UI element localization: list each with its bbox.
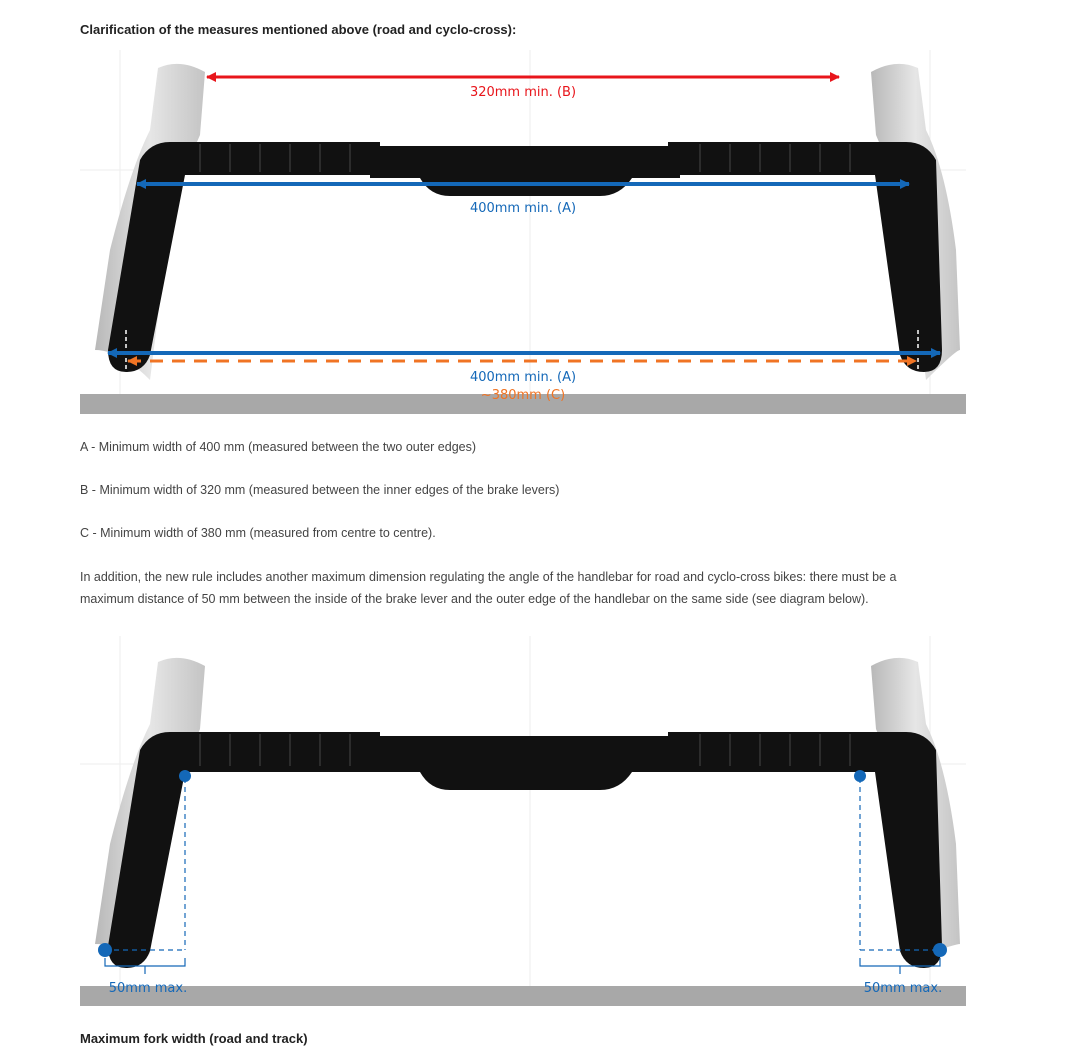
- handlebar-tops-icon: [370, 146, 680, 196]
- body-paragraph: In addition, the new rule includes another maximum dimension regulating the angle of the handlebar for road and cyclo-cross bikes: there must be a maximum distance of 50 mm between the inside of the brake lever and the outer edge of the handlebar on the same side (see diagram below).: [80, 570, 897, 606]
- left-bar-edge-point: [98, 943, 112, 957]
- definition-c: C - Minimum width of 380 mm (measured from centre to centre).: [80, 526, 436, 540]
- right-lever-point: [854, 770, 866, 782]
- left-lever-point: [179, 770, 191, 782]
- handlebar-width-diagram: [0, 50, 1076, 420]
- left-drop-icon: [108, 142, 380, 372]
- right-bar-edge-point: [933, 943, 947, 957]
- definition-b: B - Minimum width of 320 mm (measured between the inner edges of the brake levers): [80, 483, 560, 497]
- left-drop-icon: [108, 732, 380, 968]
- lever-offset-diagram: [0, 636, 1076, 1008]
- left-offset-label: 50mm max.: [108, 981, 188, 996]
- definition-a: A - Minimum width of 400 mm (measured between the two outer edges): [80, 440, 477, 454]
- right-drop-icon: [668, 732, 942, 968]
- section-heading-fork: Maximum fork width (road and track): [80, 1031, 308, 1046]
- measure-a-bottom-label: 400mm min. (A): [469, 370, 577, 385]
- right-offset-label: 50mm max.: [863, 981, 943, 996]
- background-grid: [80, 50, 966, 395]
- background-grid: [80, 636, 966, 986]
- handlebar-tops-icon: [370, 736, 680, 790]
- measure-a-top-label: 400mm min. (A): [469, 201, 577, 216]
- section-heading: Clarification of the measures mentioned above (road and cyclo-cross):: [80, 22, 517, 37]
- floor-strip: [80, 986, 966, 1006]
- measure-c-label: ~380mm (C): [480, 388, 566, 403]
- right-drop-icon: [668, 142, 942, 372]
- measure-b-label: 320mm min. (B): [469, 85, 577, 100]
